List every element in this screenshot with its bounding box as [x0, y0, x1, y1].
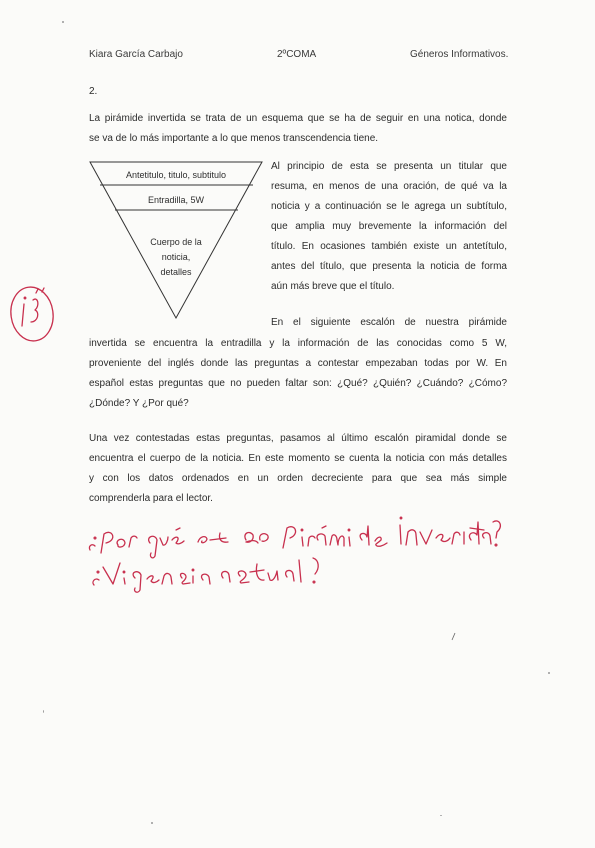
pyramid-top-label: Antetitulo, titulo, subtitulo: [125, 170, 227, 180]
side-line-2: resuma, en menos de una oración, de qué va la: [271, 181, 507, 192]
side-line-6: antes del título, que presenta la noticia de forma: [271, 261, 507, 272]
para3-line-3: y con los datos ordenados en un orden decreciente para que sea más simple: [89, 473, 507, 484]
pyramid-middle-label: Entradilla, 5W: [147, 195, 205, 205]
para3-line-1: Una vez contestadas estas preguntas, pasamos al último escalón piramidal donde se: [89, 433, 507, 444]
header-course: 2ºCOMA: [277, 49, 317, 60]
side-line-5: título. En ocasiones también existe un antetítulo,: [271, 241, 507, 252]
margin-correction-mark: [7, 284, 56, 343]
scan-speck: [440, 815, 442, 816]
stray-pencil-mark: [452, 633, 455, 640]
handwritten-comment-1: [89, 517, 500, 558]
para2-line-5: ¿Dónde? Y ¿Por qué?: [89, 398, 189, 409]
scan-speck: [62, 21, 64, 23]
para2-line-2: invertida se encuentra la entradilla y la información de las conocidas como 5 W,: [89, 338, 507, 349]
handwritten-comment-2: [93, 558, 318, 592]
pyramid-bottom-label-3: detalles: [160, 267, 192, 277]
scan-speck: [548, 672, 550, 674]
para3-line-4: comprenderla para el lector.: [89, 493, 213, 504]
para3-line-2: encuentra el cuerpo de la noticia. En este momento se cuenta la noticia con más detalles: [89, 453, 507, 464]
section-number: 2.: [89, 86, 98, 97]
side-line-7: aún más breve que el título.: [271, 281, 395, 292]
scan-speck: [151, 822, 153, 824]
intro-line-2: se va de lo más importante a lo que menos transcendencia tiene.: [89, 133, 379, 144]
side-line-4: que amplia muy brevemente la información del: [271, 221, 507, 232]
intro-line-1: La pirámide invertida se trata de un esquema que se ha de seguir en una notica, donde: [89, 113, 507, 124]
header-author: Kiara García Carbajo: [89, 49, 183, 60]
header-subject: Géneros Informativos.: [410, 49, 509, 60]
para2-line-4: español estas preguntas que no pueden faltar son: ¿Qué? ¿Quién? ¿Cuándo? ¿Cómo?: [89, 378, 507, 389]
para2-line-3: proveniente del inglés donde las preguntas a contestar empezaban todas por W. En: [89, 358, 507, 369]
para2-line-1: En el siguiente escalón de nuestra pirámide: [271, 317, 507, 328]
side-line-3: noticia y a continuación se le agrega un subtítulo,: [271, 201, 507, 212]
side-line-1: Al principio de esta se presenta un titular que: [271, 161, 507, 172]
pyramid-bottom-label-1: Cuerpo de la: [150, 237, 202, 247]
pyramid-bottom-label-2: noticia,: [161, 252, 191, 262]
scan-speck: [43, 710, 44, 713]
